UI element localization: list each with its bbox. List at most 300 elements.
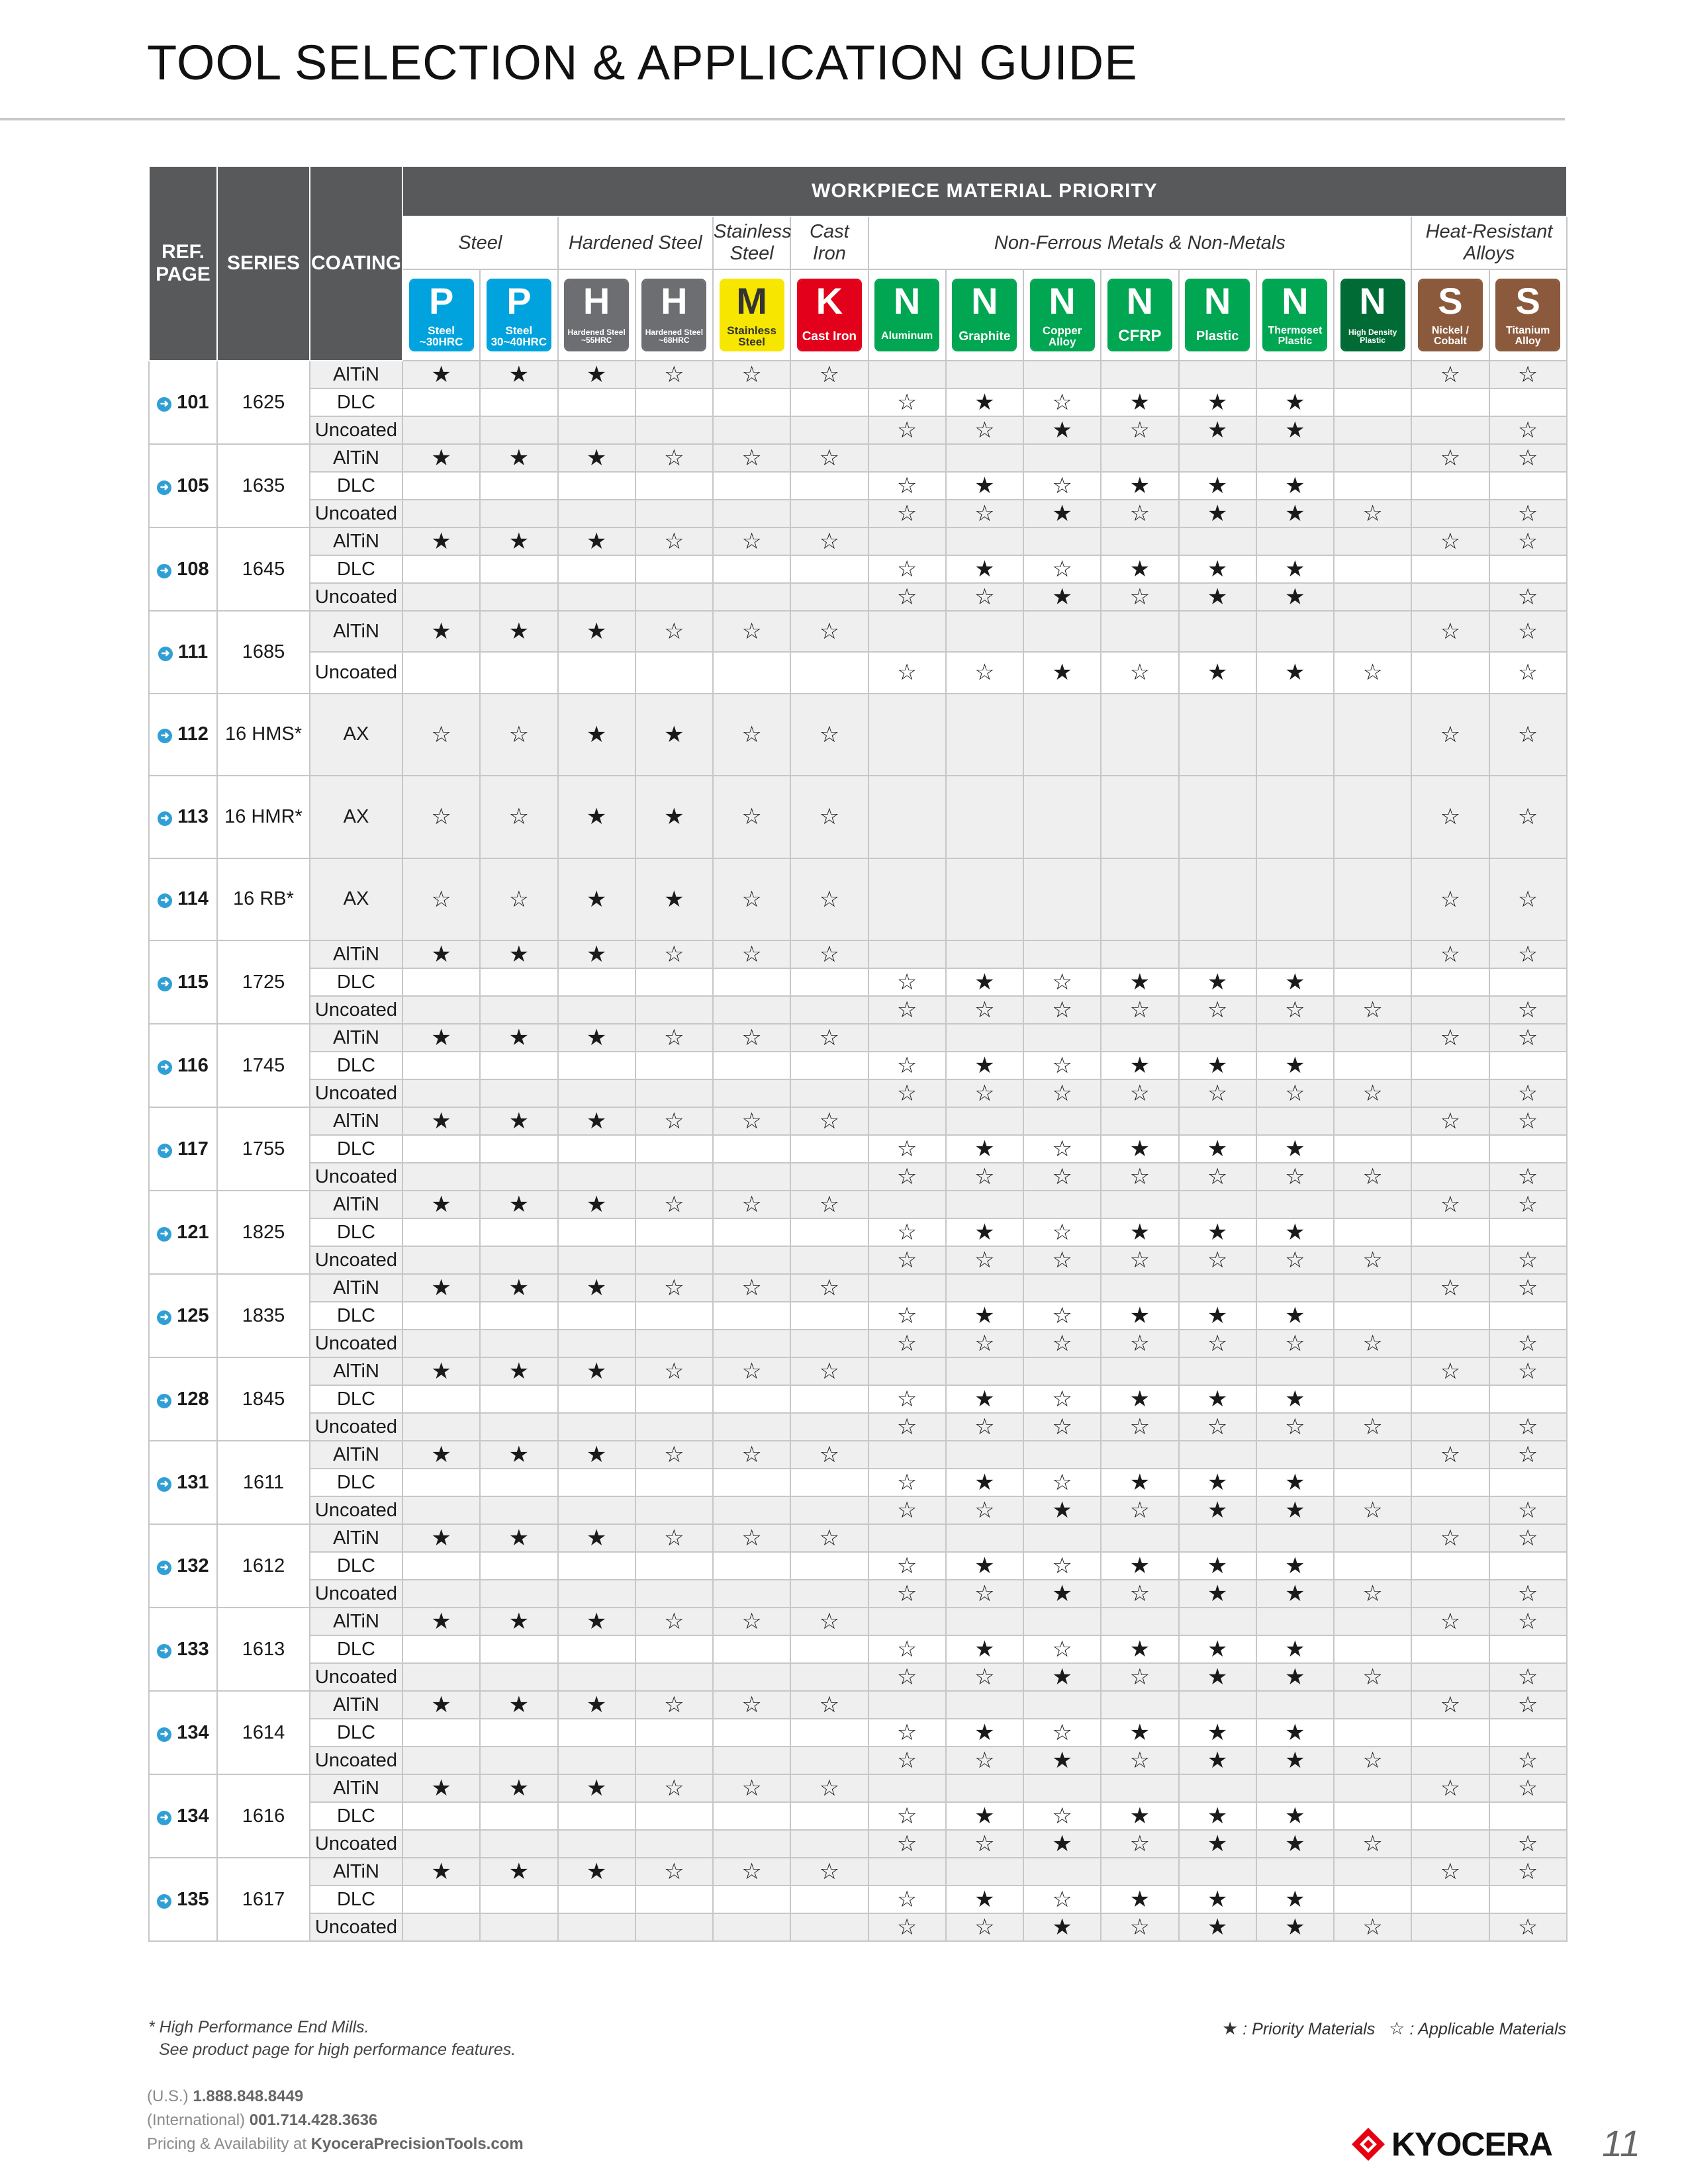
applicable-star-icon: ☆ bbox=[1489, 1413, 1567, 1441]
material-header-6 bbox=[868, 269, 946, 361]
empty-cell bbox=[1256, 1691, 1334, 1719]
priority-star-icon: ★ bbox=[1179, 1747, 1256, 1774]
empty-cell bbox=[480, 1886, 557, 1913]
table-row bbox=[149, 1691, 1567, 1719]
priority-star-icon: ★ bbox=[1256, 1218, 1334, 1246]
empty-cell bbox=[713, 1302, 790, 1330]
priority-star-icon: ★ bbox=[480, 611, 557, 652]
priority-star-icon: ★ bbox=[1101, 1052, 1178, 1079]
applicable-star-icon: ☆ bbox=[1101, 1246, 1178, 1274]
priority-star-icon: ★ bbox=[1023, 500, 1101, 527]
table-row bbox=[149, 472, 1567, 500]
empty-cell bbox=[1179, 858, 1256, 941]
coating-cell: DLC bbox=[310, 1218, 402, 1246]
material-badge-label: Steel ~30HRC bbox=[410, 322, 473, 350]
empty-cell bbox=[1179, 1107, 1256, 1135]
empty-cell bbox=[713, 1135, 790, 1163]
empty-cell bbox=[713, 1079, 790, 1107]
priority-star-icon: ★ bbox=[402, 1858, 480, 1886]
material-badge-label: Cast Iron bbox=[798, 322, 861, 350]
empty-cell bbox=[1179, 1524, 1256, 1552]
priority-star-icon: ★ bbox=[1101, 1135, 1178, 1163]
applicable-star-icon: ☆ bbox=[1023, 1802, 1101, 1830]
contact-international bbox=[147, 2109, 524, 2132]
priority-star-icon: ★ bbox=[1179, 1385, 1256, 1413]
ref-page-link[interactable] bbox=[149, 1858, 217, 1941]
ref-page-link[interactable] bbox=[149, 1107, 217, 1191]
arrow-right-icon: ➜ bbox=[158, 1144, 172, 1158]
priority-star-icon: ★ bbox=[1256, 652, 1334, 693]
material-badge-label: Graphite bbox=[953, 322, 1015, 350]
priority-star-icon: ★ bbox=[1256, 1830, 1334, 1858]
arrow-right-icon: ➜ bbox=[157, 1394, 171, 1408]
applicable-star-icon: ☆ bbox=[1101, 583, 1178, 611]
ref-page-link[interactable] bbox=[149, 611, 217, 694]
applicable-star-icon: ☆ bbox=[1101, 1413, 1178, 1441]
empty-cell bbox=[1334, 1469, 1411, 1496]
applicable-star-icon: ☆ bbox=[1023, 1246, 1101, 1274]
priority-star-icon: ★ bbox=[1101, 1385, 1178, 1413]
priority-star-icon: ★ bbox=[1101, 1802, 1178, 1830]
kyocera-logo bbox=[1350, 2126, 1552, 2163]
priority-star-icon: ★ bbox=[1101, 472, 1178, 500]
empty-cell bbox=[480, 1163, 557, 1191]
material-group-1: Hardened Steel bbox=[558, 216, 714, 269]
applicable-star-icon: ☆ bbox=[1101, 1580, 1178, 1608]
coating-cell: DLC bbox=[310, 388, 402, 416]
ref-page-number: 112 bbox=[177, 723, 209, 745]
series-cell: 1616 bbox=[217, 1774, 310, 1858]
priority-star-icon: ★ bbox=[480, 1608, 557, 1635]
applicable-star-icon: ☆ bbox=[868, 1719, 946, 1747]
applicable-star-icon: ☆ bbox=[1179, 1079, 1256, 1107]
empty-cell bbox=[1411, 1469, 1489, 1496]
empty-cell bbox=[1411, 472, 1489, 500]
ref-page-link[interactable] bbox=[149, 694, 217, 776]
applicable-star-icon: ☆ bbox=[1411, 776, 1489, 858]
empty-cell bbox=[480, 1135, 557, 1163]
website-link[interactable]: KyoceraPrecisionTools.com bbox=[310, 2135, 524, 2153]
applicable-star-icon: ☆ bbox=[713, 1274, 790, 1302]
priority-star-icon: ★ bbox=[1256, 1802, 1334, 1830]
empty-cell bbox=[1411, 583, 1489, 611]
empty-cell bbox=[1334, 444, 1411, 472]
material-badge-letter: M bbox=[721, 280, 783, 322]
empty-cell bbox=[558, 1552, 635, 1580]
empty-cell bbox=[480, 1385, 557, 1413]
empty-cell bbox=[946, 527, 1023, 555]
empty-cell bbox=[790, 1330, 868, 1357]
applicable-star-icon: ☆ bbox=[1411, 611, 1489, 652]
applicable-star-icon: ☆ bbox=[1411, 361, 1489, 388]
ref-page-link[interactable] bbox=[149, 1191, 217, 1274]
table-row bbox=[149, 776, 1567, 858]
priority-star-icon: ★ bbox=[1256, 472, 1334, 500]
empty-cell bbox=[713, 1413, 790, 1441]
priority-star-icon: ★ bbox=[480, 1191, 557, 1218]
applicable-star-icon: ☆ bbox=[1489, 527, 1567, 555]
applicable-star-icon: ☆ bbox=[1101, 1163, 1178, 1191]
coating-cell: AlTiN bbox=[310, 1774, 402, 1802]
applicable-star-icon: ☆ bbox=[946, 996, 1023, 1024]
empty-cell bbox=[1334, 1886, 1411, 1913]
empty-cell bbox=[790, 583, 868, 611]
material-header-4 bbox=[713, 269, 790, 361]
empty-cell bbox=[1256, 1608, 1334, 1635]
empty-cell bbox=[558, 1802, 635, 1830]
ref-page-link[interactable] bbox=[149, 444, 217, 527]
empty-cell bbox=[1411, 1886, 1489, 1913]
material-badge bbox=[1107, 279, 1172, 351]
material-badge-letter: K bbox=[798, 280, 861, 322]
applicable-star-icon: ☆ bbox=[1101, 1496, 1178, 1524]
applicable-star-icon: ☆ bbox=[635, 361, 713, 388]
empty-cell bbox=[635, 1163, 713, 1191]
applicable-star-icon: ☆ bbox=[790, 1858, 868, 1886]
table-row bbox=[149, 444, 1567, 472]
table-row bbox=[149, 1524, 1567, 1552]
empty-cell bbox=[635, 1913, 713, 1941]
priority-star-icon: ★ bbox=[402, 1691, 480, 1719]
priority-star-icon: ★ bbox=[1023, 652, 1101, 693]
ref-page-link[interactable] bbox=[149, 858, 217, 941]
material-badge bbox=[797, 279, 862, 351]
empty-cell bbox=[1334, 1635, 1411, 1663]
applicable-star-icon: ☆ bbox=[1023, 996, 1101, 1024]
coating-cell: AlTiN bbox=[310, 361, 402, 388]
empty-cell bbox=[402, 1218, 480, 1246]
empty-cell bbox=[480, 555, 557, 583]
applicable-star-icon: ☆ bbox=[868, 1218, 946, 1246]
applicable-star-icon: ☆ bbox=[946, 416, 1023, 444]
priority-star-icon: ★ bbox=[1179, 968, 1256, 996]
arrow-right-icon: ➜ bbox=[158, 977, 172, 991]
applicable-star-icon: ☆ bbox=[868, 1802, 946, 1830]
applicable-star-icon: ☆ bbox=[946, 1830, 1023, 1858]
applicable-star-icon: ☆ bbox=[868, 1330, 946, 1357]
empty-cell bbox=[402, 555, 480, 583]
empty-cell bbox=[635, 1302, 713, 1330]
applicable-star-icon: ☆ bbox=[635, 1191, 713, 1218]
intl-label: (International) bbox=[147, 2111, 246, 2129]
us-phone[interactable]: 1.888.848.8449 bbox=[193, 2087, 304, 2105]
applicable-star-icon: ☆ bbox=[868, 996, 946, 1024]
coating-cell: AlTiN bbox=[310, 444, 402, 472]
priority-star-icon: ★ bbox=[558, 444, 635, 472]
applicable-star-icon: ☆ bbox=[946, 652, 1023, 693]
applicable-star-icon: ☆ bbox=[1489, 1608, 1567, 1635]
coating-cell: Uncoated bbox=[310, 996, 402, 1024]
empty-cell bbox=[558, 1246, 635, 1274]
material-badge bbox=[1495, 279, 1560, 351]
empty-cell bbox=[1023, 1024, 1101, 1052]
empty-cell bbox=[713, 1830, 790, 1858]
series-cell: 1614 bbox=[217, 1691, 310, 1774]
empty-cell bbox=[1023, 694, 1101, 776]
table-row bbox=[149, 1747, 1567, 1774]
applicable-star-icon: ☆ bbox=[790, 1274, 868, 1302]
applicable-star-icon: ☆ bbox=[1023, 1079, 1101, 1107]
empty-cell bbox=[1334, 1302, 1411, 1330]
ref-page-link[interactable] bbox=[149, 361, 217, 444]
empty-cell bbox=[1023, 1274, 1101, 1302]
intl-phone[interactable]: 001.714.428.3636 bbox=[249, 2111, 378, 2129]
coating-cell: AlTiN bbox=[310, 1691, 402, 1719]
priority-star-icon: ★ bbox=[946, 472, 1023, 500]
applicable-star-icon: ☆ bbox=[713, 1024, 790, 1052]
empty-cell bbox=[558, 1663, 635, 1691]
empty-cell bbox=[1023, 858, 1101, 941]
empty-cell bbox=[1489, 1469, 1567, 1496]
empty-cell bbox=[1411, 1663, 1489, 1691]
priority-star-icon: ★ bbox=[480, 1858, 557, 1886]
applicable-star-icon: ☆ bbox=[1256, 1330, 1334, 1357]
empty-cell bbox=[1489, 388, 1567, 416]
table-body bbox=[149, 361, 1567, 1941]
applicable-star-icon: ☆ bbox=[635, 940, 713, 968]
coating-cell: Uncoated bbox=[310, 1163, 402, 1191]
empty-cell bbox=[946, 940, 1023, 968]
empty-cell bbox=[1334, 1218, 1411, 1246]
empty-cell bbox=[480, 1079, 557, 1107]
applicable-star-icon: ☆ bbox=[1489, 1524, 1567, 1552]
empty-cell bbox=[635, 1802, 713, 1830]
empty-cell bbox=[1179, 776, 1256, 858]
empty-cell bbox=[868, 776, 946, 858]
empty-cell bbox=[946, 1274, 1023, 1302]
coating-cell: DLC bbox=[310, 1635, 402, 1663]
empty-cell bbox=[868, 1107, 946, 1135]
coating-cell: AlTiN bbox=[310, 1191, 402, 1218]
empty-cell bbox=[713, 472, 790, 500]
empty-cell bbox=[1101, 940, 1178, 968]
applicable-star-icon: ☆ bbox=[1101, 1747, 1178, 1774]
empty-cell bbox=[635, 583, 713, 611]
applicable-star-icon: ☆ bbox=[1411, 1024, 1489, 1052]
empty-cell bbox=[713, 652, 790, 693]
applicable-star-icon: ☆ bbox=[1411, 858, 1489, 941]
empty-cell bbox=[1334, 1357, 1411, 1385]
applicable-star-icon: ☆ bbox=[1411, 444, 1489, 472]
empty-cell bbox=[558, 1580, 635, 1608]
empty-cell bbox=[868, 611, 946, 652]
applicable-star-icon: ☆ bbox=[1101, 1330, 1178, 1357]
priority-star-icon: ★ bbox=[480, 1107, 557, 1135]
applicable-star-icon: ☆ bbox=[1101, 500, 1178, 527]
footnote-line-2: See product page for high performance features. bbox=[159, 2040, 516, 2059]
applicable-star-icon: ☆ bbox=[868, 583, 946, 611]
priority-star-icon: ★ bbox=[946, 1469, 1023, 1496]
coating-cell: DLC bbox=[310, 1886, 402, 1913]
empty-cell bbox=[1489, 1552, 1567, 1580]
empty-cell bbox=[402, 388, 480, 416]
empty-cell bbox=[1411, 388, 1489, 416]
applicable-star-icon: ☆ bbox=[1389, 2019, 1405, 2039]
coating-cell: Uncoated bbox=[310, 500, 402, 527]
priority-star-icon: ★ bbox=[946, 1052, 1023, 1079]
empty-cell bbox=[1334, 858, 1411, 941]
ref-page-number: 116 bbox=[177, 1054, 209, 1076]
arrow-right-icon: ➜ bbox=[157, 1727, 171, 1742]
empty-cell bbox=[480, 1413, 557, 1441]
ref-page-link[interactable] bbox=[149, 1274, 217, 1357]
priority-star-icon: ★ bbox=[558, 1774, 635, 1802]
series-cell: 1611 bbox=[217, 1441, 310, 1524]
empty-cell bbox=[790, 1385, 868, 1413]
applicable-star-icon: ☆ bbox=[790, 1524, 868, 1552]
applicable-star-icon: ☆ bbox=[713, 694, 790, 776]
empty-cell bbox=[868, 1357, 946, 1385]
material-header-9 bbox=[1101, 269, 1178, 361]
applicable-star-icon: ☆ bbox=[868, 1302, 946, 1330]
empty-cell bbox=[635, 555, 713, 583]
series-cell: 1645 bbox=[217, 527, 310, 611]
applicable-star-icon: ☆ bbox=[868, 1469, 946, 1496]
material-badge-letter: H bbox=[643, 280, 705, 322]
ref-page-link[interactable] bbox=[149, 1441, 217, 1524]
applicable-star-icon: ☆ bbox=[946, 1079, 1023, 1107]
empty-cell bbox=[790, 388, 868, 416]
priority-star-icon: ★ bbox=[558, 694, 635, 776]
priority-star-icon: ★ bbox=[402, 527, 480, 555]
empty-cell bbox=[402, 1079, 480, 1107]
empty-cell bbox=[635, 500, 713, 527]
empty-cell bbox=[1101, 1357, 1178, 1385]
priority-star-icon: ★ bbox=[558, 940, 635, 968]
empty-cell bbox=[713, 1663, 790, 1691]
empty-cell bbox=[480, 1830, 557, 1858]
priority-star-icon: ★ bbox=[402, 361, 480, 388]
arrow-right-icon: ➜ bbox=[157, 1811, 171, 1825]
ref-page-link[interactable] bbox=[149, 776, 217, 858]
priority-star-icon: ★ bbox=[1256, 1663, 1334, 1691]
coating-cell: Uncoated bbox=[310, 1496, 402, 1524]
ref-page-link[interactable] bbox=[149, 1357, 217, 1441]
priority-star-icon: ★ bbox=[1023, 583, 1101, 611]
ref-page-link[interactable] bbox=[149, 940, 217, 1024]
empty-cell bbox=[1334, 694, 1411, 776]
empty-cell bbox=[790, 1552, 868, 1580]
series-cell: 1825 bbox=[217, 1191, 310, 1274]
ref-page-link[interactable] bbox=[149, 1691, 217, 1774]
priority-star-icon: ★ bbox=[558, 1107, 635, 1135]
empty-cell bbox=[635, 1246, 713, 1274]
series-cell: 1845 bbox=[217, 1357, 310, 1441]
priority-star-icon: ★ bbox=[1023, 1913, 1101, 1941]
applicable-star-icon: ☆ bbox=[1489, 361, 1567, 388]
empty-cell bbox=[635, 652, 713, 693]
applicable-star-icon: ☆ bbox=[1023, 1302, 1101, 1330]
empty-cell bbox=[480, 1635, 557, 1663]
empty-cell bbox=[635, 1635, 713, 1663]
empty-cell bbox=[1411, 1163, 1489, 1191]
empty-cell bbox=[402, 1413, 480, 1441]
series-cell: 1745 bbox=[217, 1024, 310, 1107]
priority-label: : Priority Materials bbox=[1243, 2020, 1376, 2038]
priority-star-icon: ★ bbox=[402, 1357, 480, 1385]
empty-cell bbox=[868, 694, 946, 776]
material-badge-label: High Density Plastic bbox=[1342, 322, 1404, 350]
table-row bbox=[149, 1830, 1567, 1858]
ref-page-link[interactable] bbox=[149, 527, 217, 611]
ref-page-link[interactable] bbox=[149, 1024, 217, 1107]
empty-cell bbox=[1101, 361, 1178, 388]
empty-cell bbox=[1179, 1691, 1256, 1719]
priority-star-icon: ★ bbox=[1179, 388, 1256, 416]
empty-cell bbox=[1411, 652, 1489, 693]
coating-cell: Uncoated bbox=[310, 1079, 402, 1107]
empty-cell bbox=[790, 1218, 868, 1246]
table-row bbox=[149, 1218, 1567, 1246]
ref-page-link[interactable] bbox=[149, 1608, 217, 1691]
applicable-star-icon: ☆ bbox=[1334, 1163, 1411, 1191]
empty-cell bbox=[1179, 1274, 1256, 1302]
empty-cell bbox=[402, 1719, 480, 1747]
priority-star-icon: ★ bbox=[1256, 500, 1334, 527]
empty-cell bbox=[558, 996, 635, 1024]
coating-cell: Uncoated bbox=[310, 583, 402, 611]
ref-page-link[interactable] bbox=[149, 1524, 217, 1608]
applicable-star-icon: ☆ bbox=[635, 1691, 713, 1719]
empty-cell bbox=[790, 555, 868, 583]
empty-cell bbox=[1023, 611, 1101, 652]
applicable-star-icon: ☆ bbox=[1411, 1191, 1489, 1218]
priority-star-icon: ★ bbox=[1101, 555, 1178, 583]
applicable-star-icon: ☆ bbox=[868, 1886, 946, 1913]
empty-cell bbox=[402, 1052, 480, 1079]
applicable-star-icon: ☆ bbox=[1489, 694, 1567, 776]
priority-star-icon: ★ bbox=[1023, 1580, 1101, 1608]
empty-cell bbox=[1489, 1719, 1567, 1747]
empty-cell bbox=[790, 1246, 868, 1274]
priority-star-icon: ★ bbox=[402, 1191, 480, 1218]
title-divider bbox=[0, 118, 1565, 120]
empty-cell bbox=[790, 1663, 868, 1691]
material-badge bbox=[487, 279, 551, 351]
empty-cell bbox=[402, 500, 480, 527]
empty-cell bbox=[1489, 1385, 1567, 1413]
ref-page-link[interactable] bbox=[149, 1774, 217, 1858]
table-row bbox=[149, 388, 1567, 416]
table-row bbox=[149, 1079, 1567, 1107]
priority-star-icon: ★ bbox=[558, 1274, 635, 1302]
priority-star-icon: ★ bbox=[946, 1218, 1023, 1246]
empty-cell bbox=[1256, 1524, 1334, 1552]
tool-selection-table bbox=[148, 165, 1568, 1942]
empty-cell bbox=[713, 388, 790, 416]
applicable-star-icon: ☆ bbox=[1101, 1663, 1178, 1691]
priority-star-icon: ★ bbox=[558, 1441, 635, 1469]
empty-cell bbox=[713, 1747, 790, 1774]
empty-cell bbox=[1411, 1580, 1489, 1608]
empty-cell bbox=[1256, 527, 1334, 555]
priority-star-icon: ★ bbox=[1256, 1135, 1334, 1163]
table-row bbox=[149, 996, 1567, 1024]
empty-cell bbox=[790, 1302, 868, 1330]
applicable-star-icon: ☆ bbox=[1023, 1163, 1101, 1191]
empty-cell bbox=[558, 555, 635, 583]
empty-cell bbox=[480, 1552, 557, 1580]
empty-cell bbox=[1179, 361, 1256, 388]
material-badge bbox=[1030, 279, 1095, 351]
ref-page-number: 134 bbox=[177, 1805, 209, 1827]
table-row bbox=[149, 1385, 1567, 1413]
applicable-star-icon: ☆ bbox=[480, 694, 557, 776]
empty-cell bbox=[1023, 1107, 1101, 1135]
arrow-right-icon: ➜ bbox=[157, 397, 171, 412]
series-cell: 1612 bbox=[217, 1524, 310, 1608]
priority-star-icon: ★ bbox=[480, 1774, 557, 1802]
